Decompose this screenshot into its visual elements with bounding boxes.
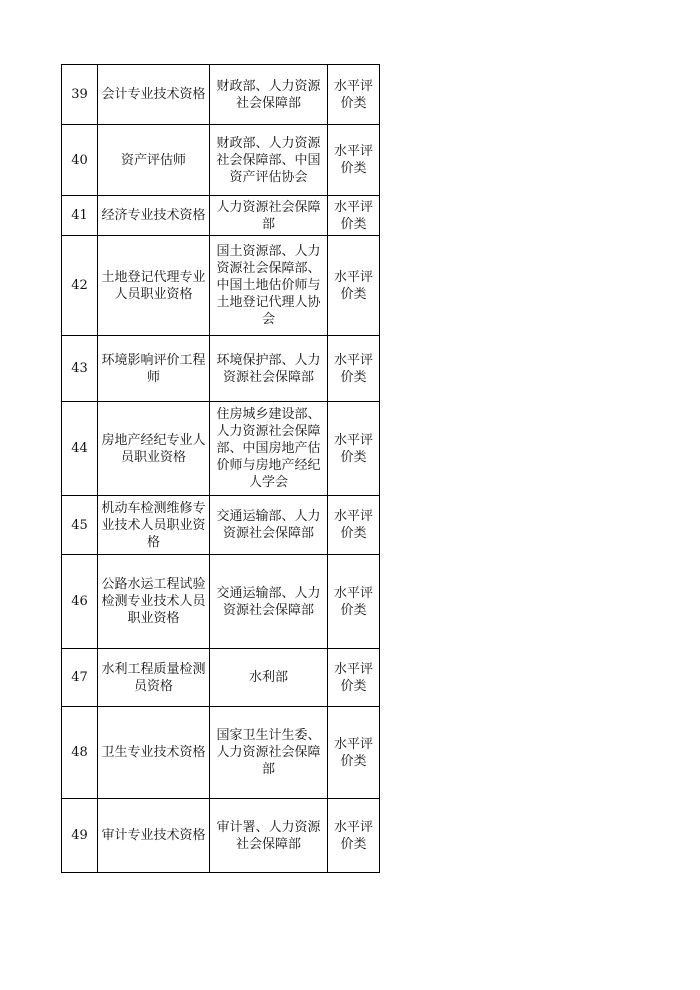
table-row [62,236,380,336]
table-row [62,196,380,236]
qualification-type: 水平评价类 [328,336,380,402]
row-number: 44 [62,402,98,496]
department: 国家卫生计生委、人力资源社会保障部 [210,707,328,799]
qualification-type: 水平评价类 [328,799,380,873]
department: 审计署、人力资源社会保障部 [210,799,328,873]
qualification-name: 房地产经纪专业人员职业资格 [98,402,210,496]
row-number: 41 [62,196,98,236]
table-row [62,65,380,125]
row-number: 39 [62,65,98,125]
qualification-name: 机动车检测维修专业技术人员职业资格 [98,496,210,555]
qualification-name: 水利工程质量检测员资格 [98,649,210,707]
qualification-name: 会计专业技术资格 [98,65,210,125]
qualification-type: 水平评价类 [328,402,380,496]
qualification-table [61,64,380,873]
department: 交通运输部、人力资源社会保障部 [210,555,328,649]
department: 人力资源社会保障部 [210,196,328,236]
qualification-type: 水平评价类 [328,125,380,196]
table-row [62,707,380,799]
department: 交通运输部、人力资源社会保障部 [210,496,328,555]
row-number: 47 [62,649,98,707]
department: 财政部、人力资源社会保障部 [210,65,328,125]
qualification-name: 审计专业技术资格 [98,799,210,873]
row-number: 40 [62,125,98,196]
table-row [62,799,380,873]
qualification-name: 环境影响评价工程师 [98,336,210,402]
qualification-name: 经济专业技术资格 [98,196,210,236]
table-row [62,125,380,196]
qualification-type: 水平评价类 [328,649,380,707]
department: 水利部 [210,649,328,707]
row-number: 49 [62,799,98,873]
qualification-name: 公路水运工程试验检测专业技术人员职业资格 [98,555,210,649]
qualification-type: 水平评价类 [328,707,380,799]
department: 住房城乡建设部、人力资源社会保障部、中国房地产估价师与房地产经纪人学会 [210,402,328,496]
qualification-type: 水平评价类 [328,236,380,336]
table-row [62,649,380,707]
table-row [62,336,380,402]
qualification-name: 土地登记代理专业人员职业资格 [98,236,210,336]
qualification-name: 资产评估师 [98,125,210,196]
department: 国土资源部、人力资源社会保障部、中国土地估价师与土地登记代理人协会 [210,236,328,336]
qualification-type: 水平评价类 [328,65,380,125]
table-row [62,402,380,496]
row-number: 46 [62,555,98,649]
table-row [62,496,380,555]
qualification-type: 水平评价类 [328,496,380,555]
table-row [62,555,380,649]
row-number: 48 [62,707,98,799]
qualification-name: 卫生专业技术资格 [98,707,210,799]
row-number: 43 [62,336,98,402]
row-number: 45 [62,496,98,555]
row-number: 42 [62,236,98,336]
department: 环境保护部、人力资源社会保障部 [210,336,328,402]
qualification-type: 水平评价类 [328,196,380,236]
qualification-type: 水平评价类 [328,555,380,649]
department: 财政部、人力资源社会保障部、中国资产评估协会 [210,125,328,196]
